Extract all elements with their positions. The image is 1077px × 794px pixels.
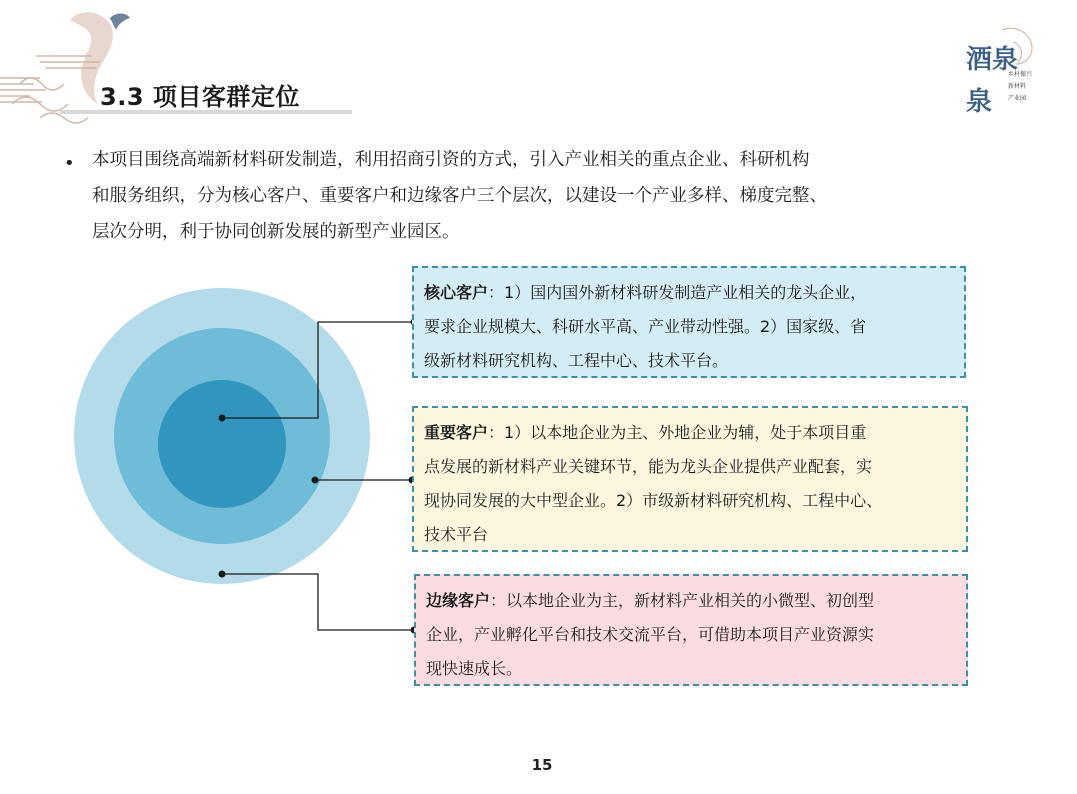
important-customer-line: 技术平台 <box>424 525 489 544</box>
logo-char-jiu: 酒泉 <box>966 45 1019 75</box>
connector-edge-start-dot <box>219 571 226 578</box>
important-customer-line: 现协同发展的大中型企业。2）市级新材料研究机构、工程中心、 <box>424 491 883 510</box>
edge-customer-line: ：以本地企业为主，新材料产业相关的小微型、初创型 <box>490 591 875 610</box>
core-customer-line: 要求企业规模大、科研水平高、产业带动性强。2）国家级、省 <box>424 317 867 336</box>
intro-line: 层次分明，利于协同创新发展的新型产业园区。 <box>92 222 460 242</box>
connector-core-start-dot <box>219 415 226 422</box>
page-title: 3.3 项目客群定位 <box>100 83 300 111</box>
connector-edge <box>222 574 414 630</box>
core-customer-line: ：1）国内国外新材料研发制造产业相关的龙头企业， <box>488 283 867 302</box>
svg-text:乡村振兴: 乡村振兴 <box>1008 71 1033 78</box>
edge-customer-line: 现快速成长。 <box>426 659 523 678</box>
intro-line: 和服务组织，分为核心客户、重要客户和边缘客户三个层次，以建设一个产业多样、梯度完整、 <box>92 186 827 206</box>
important-customer-line: 点发展的新材料产业关键环节，能为龙头企业提供产业配套，实 <box>424 457 873 476</box>
core-customer-box <box>412 266 966 378</box>
edge-customer-heading: 边缘客户 <box>426 591 491 610</box>
svg-text:泉: 泉 <box>966 87 993 117</box>
intro-line: 本项目围绕高端新材料研发制造，利用招商引资的方式，引入产业相关的重点企业、科研机构 <box>92 150 810 170</box>
important-customer-box <box>412 406 968 552</box>
connector-important-start-dot <box>312 477 319 484</box>
important-customer-line: ：1）以本地企业为主、外地企业为辅，处于本项目重 <box>488 423 867 442</box>
important-customer-heading: 重要客户 <box>424 423 489 442</box>
edge-customer-line: 企业，产业孵化平台和技术交流平台，可借助本项目产业资源实 <box>426 625 875 644</box>
page-number: 15 <box>531 756 553 774</box>
bullet-marker: • <box>64 153 75 174</box>
inner-circle-core-customers <box>158 380 286 508</box>
edge-customer-box <box>414 574 968 686</box>
svg-text:新材料: 新材料 <box>1008 83 1027 90</box>
svg-text:产业园: 产业园 <box>1008 95 1027 102</box>
core-customer-line: 级新材料研究机构、工程中心、技术平台。 <box>424 351 729 370</box>
core-customer-heading: 核心客户 <box>424 283 489 302</box>
